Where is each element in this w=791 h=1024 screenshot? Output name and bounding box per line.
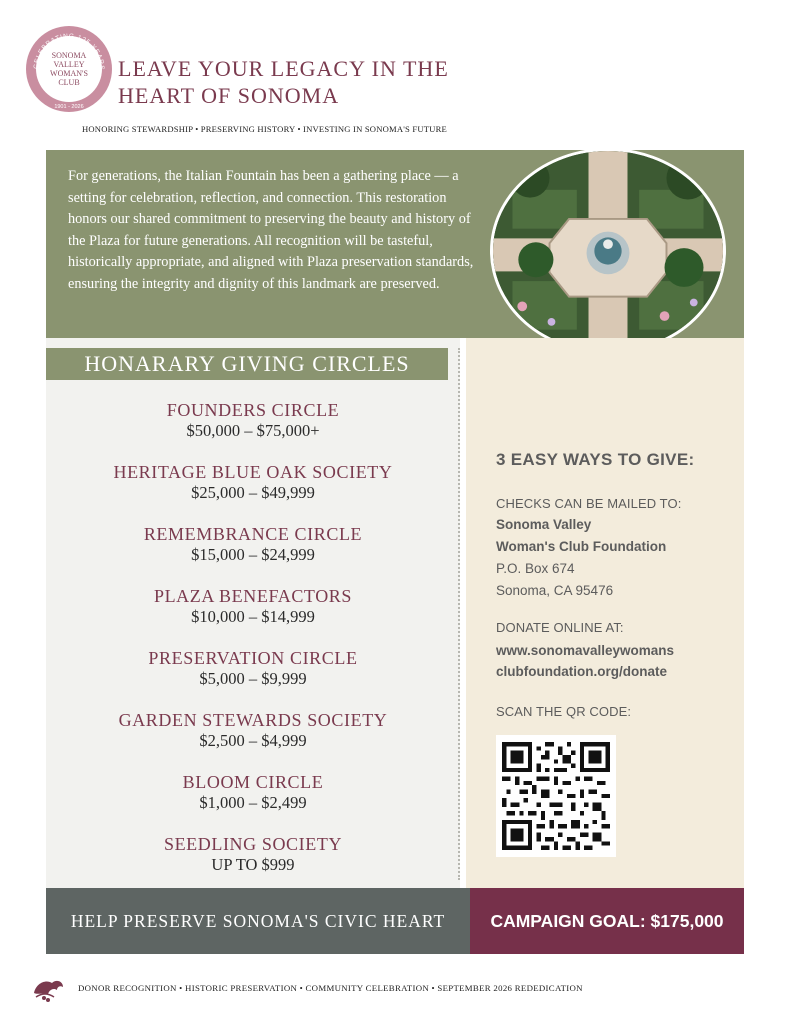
tier-name: REMEMBRANCE CIRCLE: [143, 524, 363, 544]
tagline: HONORING STEWARDSHIP • PRESERVING HISTORY • INVESTING IN SONOMA'S FUTURE: [82, 124, 447, 134]
tier-seedling: [46, 834, 460, 875]
tier-name: BLOOM CIRCLE: [182, 772, 324, 792]
garden-fountain-image: [490, 148, 726, 354]
giving-circles-title: HONARARY GIVING CIRCLES: [46, 348, 448, 380]
headline-line-1: LEAVE YOUR LEGACY IN THE: [118, 56, 449, 81]
tier-name: FOUNDERS CIRCLE: [166, 400, 340, 420]
preserve-banner: HELP PRESERVE SONOMA'S CIVIC HEART: [46, 888, 470, 954]
logo-years: 1901 - 2026: [54, 104, 84, 110]
tier-range: $25,000 – $49,999: [191, 483, 315, 502]
tier-founders: [46, 400, 460, 441]
ways-to-give-title: 3 EASY WAYS TO GIVE:: [496, 450, 695, 469]
org-name-line-1: Sonoma Valley: [496, 517, 592, 532]
tier-plaza-benefactors: [46, 586, 460, 627]
tier-bloom: [46, 772, 460, 813]
tier-range: $1,000 – $2,499: [199, 793, 307, 812]
club-logo: [24, 24, 114, 114]
tier-name: SEEDLING SOCIETY: [163, 834, 343, 854]
logo-line-2: VALLEY: [53, 60, 85, 69]
tier-name: GARDEN STEWARDS SOCIETY: [118, 710, 388, 730]
qr-code[interactable]: [496, 735, 616, 857]
city-state-zip: Sonoma, CA 95476: [496, 583, 614, 598]
page-title: [118, 55, 538, 109]
qr-label: SCAN THE QR CODE:: [496, 704, 632, 719]
online-label: DONATE ONLINE AT:: [496, 620, 624, 635]
logo-line-3: WOMAN'S: [50, 69, 88, 78]
tier-heritage-blue-oak: [46, 462, 460, 503]
tier-range: $10,000 – $14,999: [191, 607, 315, 626]
donate-url-line-2[interactable]: clubfoundation.org/donate: [496, 664, 667, 679]
footer-text: DONOR RECOGNITION • HISTORIC PRESERVATION • COMMUNITY CELEBRATION • SEPTEMBER 2026 REDEDICATION: [78, 983, 583, 993]
tier-range: $50,000 – $75,000+: [186, 421, 320, 440]
headline-line-2: HEART OF SONOMA: [118, 83, 340, 108]
dotted-divider: [458, 348, 460, 880]
tier-range: $15,000 – $24,999: [191, 545, 315, 564]
org-name-line-2: Woman's Club Foundation: [496, 539, 667, 554]
campaign-goal-banner: CAMPAIGN GOAL: $175,000: [470, 888, 744, 954]
logo-line-1: SONOMA: [51, 51, 87, 60]
tier-remembrance: [46, 524, 460, 565]
tier-name: PRESERVATION CIRCLE: [148, 648, 358, 668]
checks-label: CHECKS CAN BE MAILED TO:: [496, 496, 682, 511]
logo-line-4: CLUB: [58, 78, 80, 87]
donate-url-line-1[interactable]: www.sonomavalleywomans: [496, 643, 675, 658]
po-box: P.O. Box 674: [496, 561, 575, 576]
logo-arc-text: CELEBRATING 125 YEARS: [32, 32, 106, 71]
grape-leaf-icon: [30, 975, 66, 1003]
tier-range: UP TO $999: [211, 855, 295, 874]
tier-range: $2,500 – $4,999: [199, 731, 307, 750]
intro-text: For generations, the Italian Fountain has been a gathering place — a setting for celebration, reflection, and connection. This restoration honors our shared commitment to preserving the beauty and history of the Plaza for future generations. All recognition will be tasteful, historically appropriate, and aligned with Plaza preservation standards, ensuring the integrity and dignity of this landmark are preserved.: [68, 168, 474, 292]
tier-preservation: [46, 648, 460, 689]
tier-name: HERITAGE BLUE OAK SOCIETY: [113, 462, 393, 482]
tier-range: $5,000 – $9,999: [199, 669, 307, 688]
tier-garden-stewards: [46, 710, 460, 751]
tier-name: PLAZA BENEFACTORS: [153, 586, 353, 606]
